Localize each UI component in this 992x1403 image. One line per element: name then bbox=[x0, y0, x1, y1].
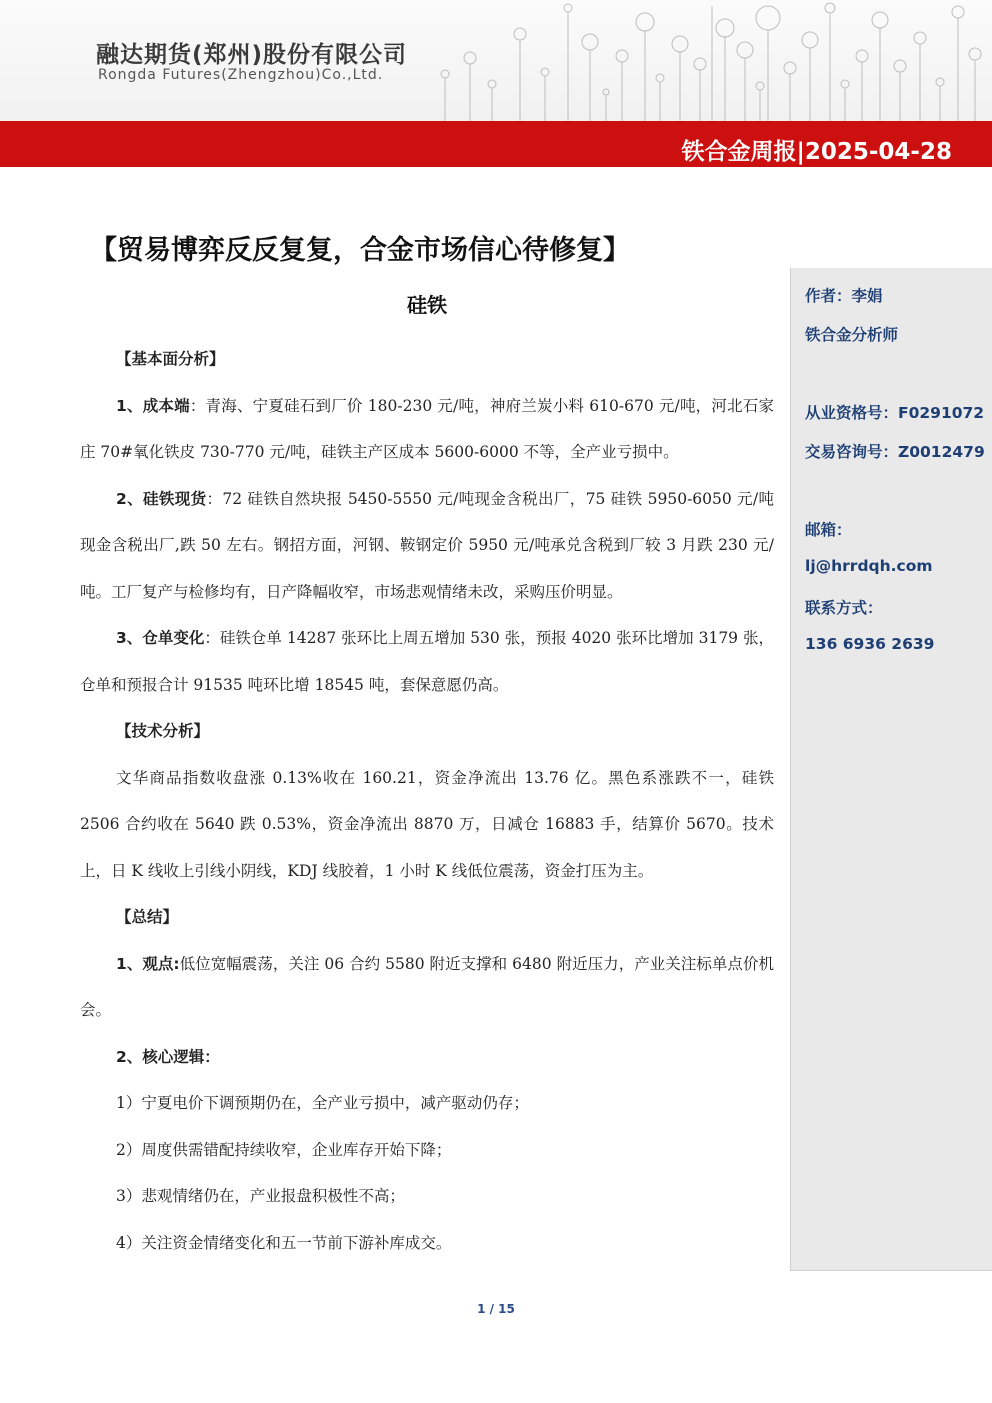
phone-number: 136 6936 2639 bbox=[805, 635, 935, 653]
company-name-en: Rongda Futures(Zhengzhou)Co.,Ltd. bbox=[98, 67, 384, 83]
report-header bbox=[0, 0, 992, 122]
contact-label: 联系方式： bbox=[805, 599, 883, 617]
section-heading-summary: 【总结】 bbox=[116, 908, 179, 926]
view-label: 1、观点: bbox=[116, 954, 180, 973]
qualification-number: 从业资格号：F0291072 bbox=[805, 404, 985, 422]
cost-label: 1、成本端 bbox=[116, 396, 190, 415]
report-title-bar bbox=[0, 121, 992, 167]
consult-number: 交易咨询号：Z0012479 bbox=[805, 443, 985, 461]
section-heading-technical: 【技术分析】 bbox=[116, 722, 210, 740]
author-name: 作者：李娟 bbox=[805, 287, 883, 305]
email-link[interactable]: lj@hrrdqh.com bbox=[805, 557, 933, 575]
core-logic-heading: 2、核心逻辑： bbox=[116, 1047, 220, 1066]
view-text: 低位宽幅震荡，关注 06 合约 5580 附近支撑和 6480 附近压力，产业关注标单点价机会。 bbox=[80, 954, 775, 1019]
logic-item: 4）关注资金情绪变化和五一节前下游补库成交。 bbox=[116, 1233, 452, 1252]
warrant-text: ：硅铁仓单 14287 张环比上周五增加 530 张，预报 4020 张环比增加 3179 张，仓单和预报合计 91535 吨环比增 18545 吨，套保意愿仍高。 bbox=[80, 629, 774, 694]
company-name-cn: 融达期货(郑州)股份有限公司 bbox=[96, 42, 408, 68]
report-title: 铁合金周报|2025-04-28 bbox=[681, 139, 952, 165]
article-body bbox=[80, 336, 774, 1266]
paragraph-technical: 文华商品指数收盘涨 0.13%收在 160.21，资金净流出 13.76 亿。黑色系涨跌不一，硅铁 2506 合约收在 5640 跌 0.53%，资金净流出 8870 万，日减仓 16883 手，结算价 5670。技术上，日 K 线收上引线小阴线，KDJ 线胶着，1 小时 K 线低位震荡，资金打压为主。 bbox=[80, 768, 774, 880]
paragraph-view bbox=[80, 941, 774, 1034]
paragraph-spot bbox=[80, 476, 774, 616]
logic-item: 1）宁夏电价下调预期仍在，全产业亏损中，减产驱动仍存； bbox=[116, 1094, 529, 1112]
spot-label: 2、硅铁现货 bbox=[116, 489, 207, 508]
article-subtitle: 硅铁 bbox=[407, 293, 447, 317]
email-label: 邮箱： bbox=[805, 521, 852, 539]
page-number: 1 / 15 bbox=[477, 1302, 515, 1316]
logic-item: 2）周度供需错配持续收窄，企业库存开始下降； bbox=[116, 1140, 452, 1159]
paragraph-warrant bbox=[80, 615, 774, 708]
cost-text: ：青海、宁夏硅石到厂价 180-230 元/吨，神府兰炭小料 610-670 元/吨，河北石家庄 70#氧化铁皮 730-770 元/吨，硅铁主产区成本 5600-6000 不等，全产业亏损中。 bbox=[80, 396, 775, 461]
article-title: 【贸易博弈反反复复，合金市场信心待修复】 bbox=[90, 235, 630, 266]
author-sidebar bbox=[790, 268, 992, 1271]
paragraph-cost bbox=[80, 383, 774, 476]
logic-item: 3）悲观情绪仍在，产业报盘积极性不高； bbox=[116, 1187, 405, 1205]
section-heading-fundamental: 【基本面分析】 bbox=[116, 350, 225, 368]
author-role: 铁合金分析师 bbox=[805, 326, 899, 344]
spot-text: ：72 硅铁自然块报 5450-5550 元/吨现金含税出厂，75 硅铁 5950-6050 元/吨现金含税出厂,跌 50 左右。钢招方面，河钢、鞍钢定价 5950 元/吨承兑含税到厂较 3 月跌 230 元/吨。工厂复产与检修均有，日产降幅收窄，市场悲观情绪未改，采购压价明显。 bbox=[80, 489, 774, 601]
warrant-label: 3、仓单变化 bbox=[116, 629, 205, 647]
